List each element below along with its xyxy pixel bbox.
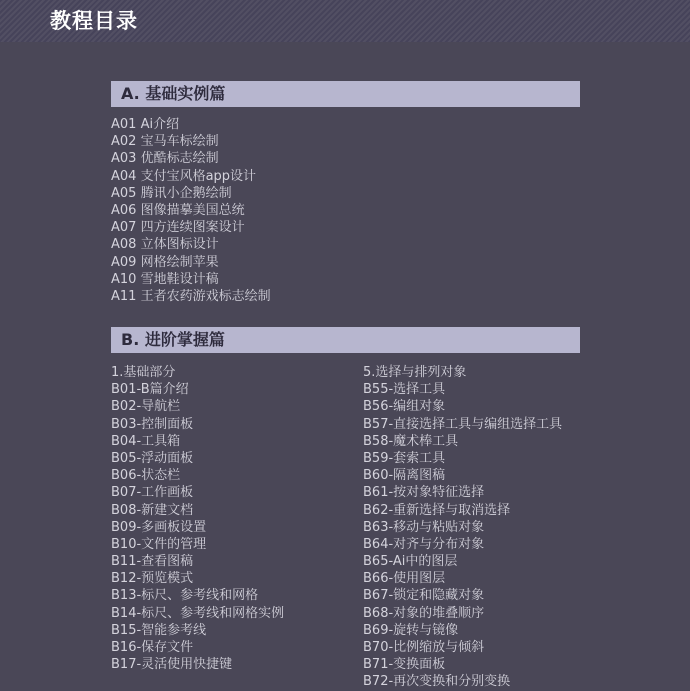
list-item: B17-灵活使用快捷键 xyxy=(111,657,233,673)
list-item: 1.基础部分 xyxy=(111,365,176,380)
list-item: B56-编组对象 xyxy=(363,399,446,415)
list-item: B16-保存文件 xyxy=(111,640,194,655)
list-item: B03-控制面板 xyxy=(111,416,194,432)
list-item: B59-套索工具 xyxy=(363,450,446,466)
list-item: B60-隔离图稿 xyxy=(363,468,446,484)
section-b-header: B. 进阶掌握篇 xyxy=(111,327,580,353)
list-item: B11-查看图稿 xyxy=(111,554,194,570)
list-item: B07-工作画板 xyxy=(111,485,194,501)
list-item: B02-导航栏 xyxy=(111,399,181,415)
list-item: B12-预览模式 xyxy=(111,571,194,587)
list-item: B55-选择工具 xyxy=(363,382,446,398)
page-title: 教程目录 xyxy=(50,9,138,33)
list-item: A06 图像描摹美国总统 xyxy=(111,202,245,218)
list-item: A01 Ai介绍 xyxy=(111,117,180,132)
list-item: B10-文件的管理 xyxy=(111,536,207,552)
list-item: A02 宝马车标绘制 xyxy=(111,134,219,150)
list-item: B09-多画板设置 xyxy=(111,519,207,535)
list-item: B72-再次变换和分别变换 xyxy=(363,674,511,690)
list-item: B04-工具箱 xyxy=(111,433,181,449)
list-item: A04 支付宝风格app设计 xyxy=(111,168,257,184)
section-b-left-list xyxy=(111,364,284,673)
list-item: A05 腾讯小企鹅绘制 xyxy=(111,185,232,201)
list-item: B05-浮动面板 xyxy=(111,450,194,466)
list-item: B64-对齐与分布对象 xyxy=(363,536,485,552)
list-item: A10 雪地鞋设计稿 xyxy=(111,271,219,287)
list-item: B68-对象的堆叠顺序 xyxy=(363,605,485,621)
list-item: B61-按对象特征选择 xyxy=(363,485,485,501)
list-item: A08 立体图标设计 xyxy=(111,237,219,253)
list-item: A07 四方连续图案设计 xyxy=(111,220,245,236)
list-item: B63-移动与粘贴对象 xyxy=(363,519,485,535)
list-item: B66-使用图层 xyxy=(363,571,446,587)
section-a-header: A. 基础实例篇 xyxy=(111,81,580,107)
list-item: B65-Ai中的图层 xyxy=(363,554,458,570)
list-item: B57-直接选择工具与编组选择工具 xyxy=(363,416,563,432)
list-item: 5.选择与排列对象 xyxy=(363,365,467,380)
list-item: B06-状态栏 xyxy=(111,468,181,484)
list-item: B15-智能参考线 xyxy=(111,622,207,638)
list-item: B14-标尺、参考线和网格实例 xyxy=(111,605,285,621)
list-item: B62-重新选择与取消选择 xyxy=(363,502,511,518)
list-item: B69-旋转与镜像 xyxy=(363,622,459,638)
list-item: B01-B篇介绍 xyxy=(111,382,189,398)
list-item: A11 王者农药游戏标志绘制 xyxy=(111,288,271,304)
list-item: B71-变换面板 xyxy=(363,657,446,673)
section-b-right-list xyxy=(363,364,562,691)
list-item: A03 优酷标志绘制 xyxy=(111,151,219,167)
list-item: B67-锁定和隐藏对象 xyxy=(363,588,485,604)
list-item: B58-魔术棒工具 xyxy=(363,433,459,449)
list-item: A09 网格绘制苹果 xyxy=(111,254,219,270)
list-item: B70-比例缩放与倾斜 xyxy=(363,640,485,655)
list-item: B13-标尺、参考线和网格 xyxy=(111,588,259,604)
list-item: B08-新建文档 xyxy=(111,502,194,518)
section-a-list xyxy=(111,116,271,305)
